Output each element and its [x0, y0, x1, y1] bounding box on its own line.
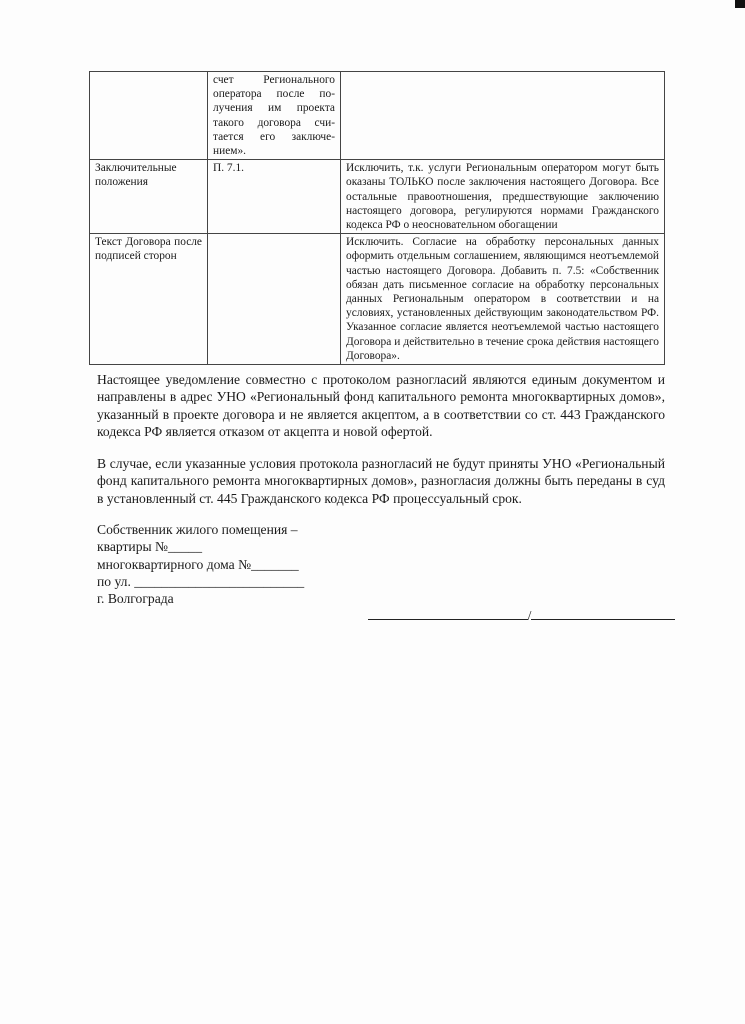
clause-cell [208, 234, 341, 365]
street-field: по ул. _________________________ [97, 573, 305, 589]
section-cell: Заключительные положения [90, 160, 208, 234]
clause-cell: счет Регионального оператора после получения им проекта такого договора считается его заключением». [208, 72, 341, 160]
house-number-field: многоквартирного дома №_______ [97, 556, 299, 572]
scan-artifact [735, 0, 745, 8]
owner-signature-block [97, 521, 304, 607]
signature-line [354, 592, 675, 640]
comment-cell: Исключить. Согласие на обработку персональных данных оформить отдельным соглашением, являющимся неотъемлемой частью настоящего Договора. Добавить п. 7.5: «Собственник обязан дать письменное согласие на обработку персональных данных Региональным оператором в соответствии и на условиях, установленных действующим законодательством РФ. Указанное согласие является неотъемлемой частью настоящего Договора и действительно в течение срока действия настоящего Договора». [341, 234, 665, 365]
signature-separator: / [527, 608, 532, 623]
table-row [90, 72, 665, 160]
name-field [531, 609, 675, 620]
owner-title: Собственник жилого помещения – [97, 522, 298, 537]
notice-paragraph: Настоящее уведомление совместно с протоколом разногласий являются единым документом и направлены в адрес УНО «Региональный фонд капитального ремонта многоквартирных домов», указанный в проекте договора и не является акцептом, а в соответствии со ст. 443 Гражданского кодекса РФ является отказом от акцепта и новой офертой. [97, 372, 665, 439]
apartment-number-field: квартиры №_____ [97, 539, 202, 555]
comment-cell [341, 72, 665, 160]
disagreement-protocol-table [89, 71, 665, 365]
table-row [90, 234, 665, 365]
city-label: г. Волгограда [97, 591, 174, 607]
clause-cell: П. 7.1. [208, 160, 341, 234]
signature-field [368, 609, 528, 620]
section-cell [90, 72, 208, 160]
table-row [90, 160, 665, 234]
court-paragraph: В случае, если указанные условия протокола разногласий не будут приняты УНО «Региональный фонд капитального ремонта многоквартирных домов», разногласия должны быть переданы в суд в установленный ст. 445 Гражданского кодекса РФ процессуальный срок. [97, 456, 665, 506]
section-cell: Текст Договора после подписей сторон [90, 234, 208, 365]
comment-cell: Исключить, т.к. услуги Региональным оператором могут быть оказаны ТОЛЬКО после заключения настоящего Договора. Все остальные правоотношения, предшествующие заключению настоящего договора, регулируются нормами Гражданского кодекса РФ о неосновательном обогащении [341, 160, 665, 234]
